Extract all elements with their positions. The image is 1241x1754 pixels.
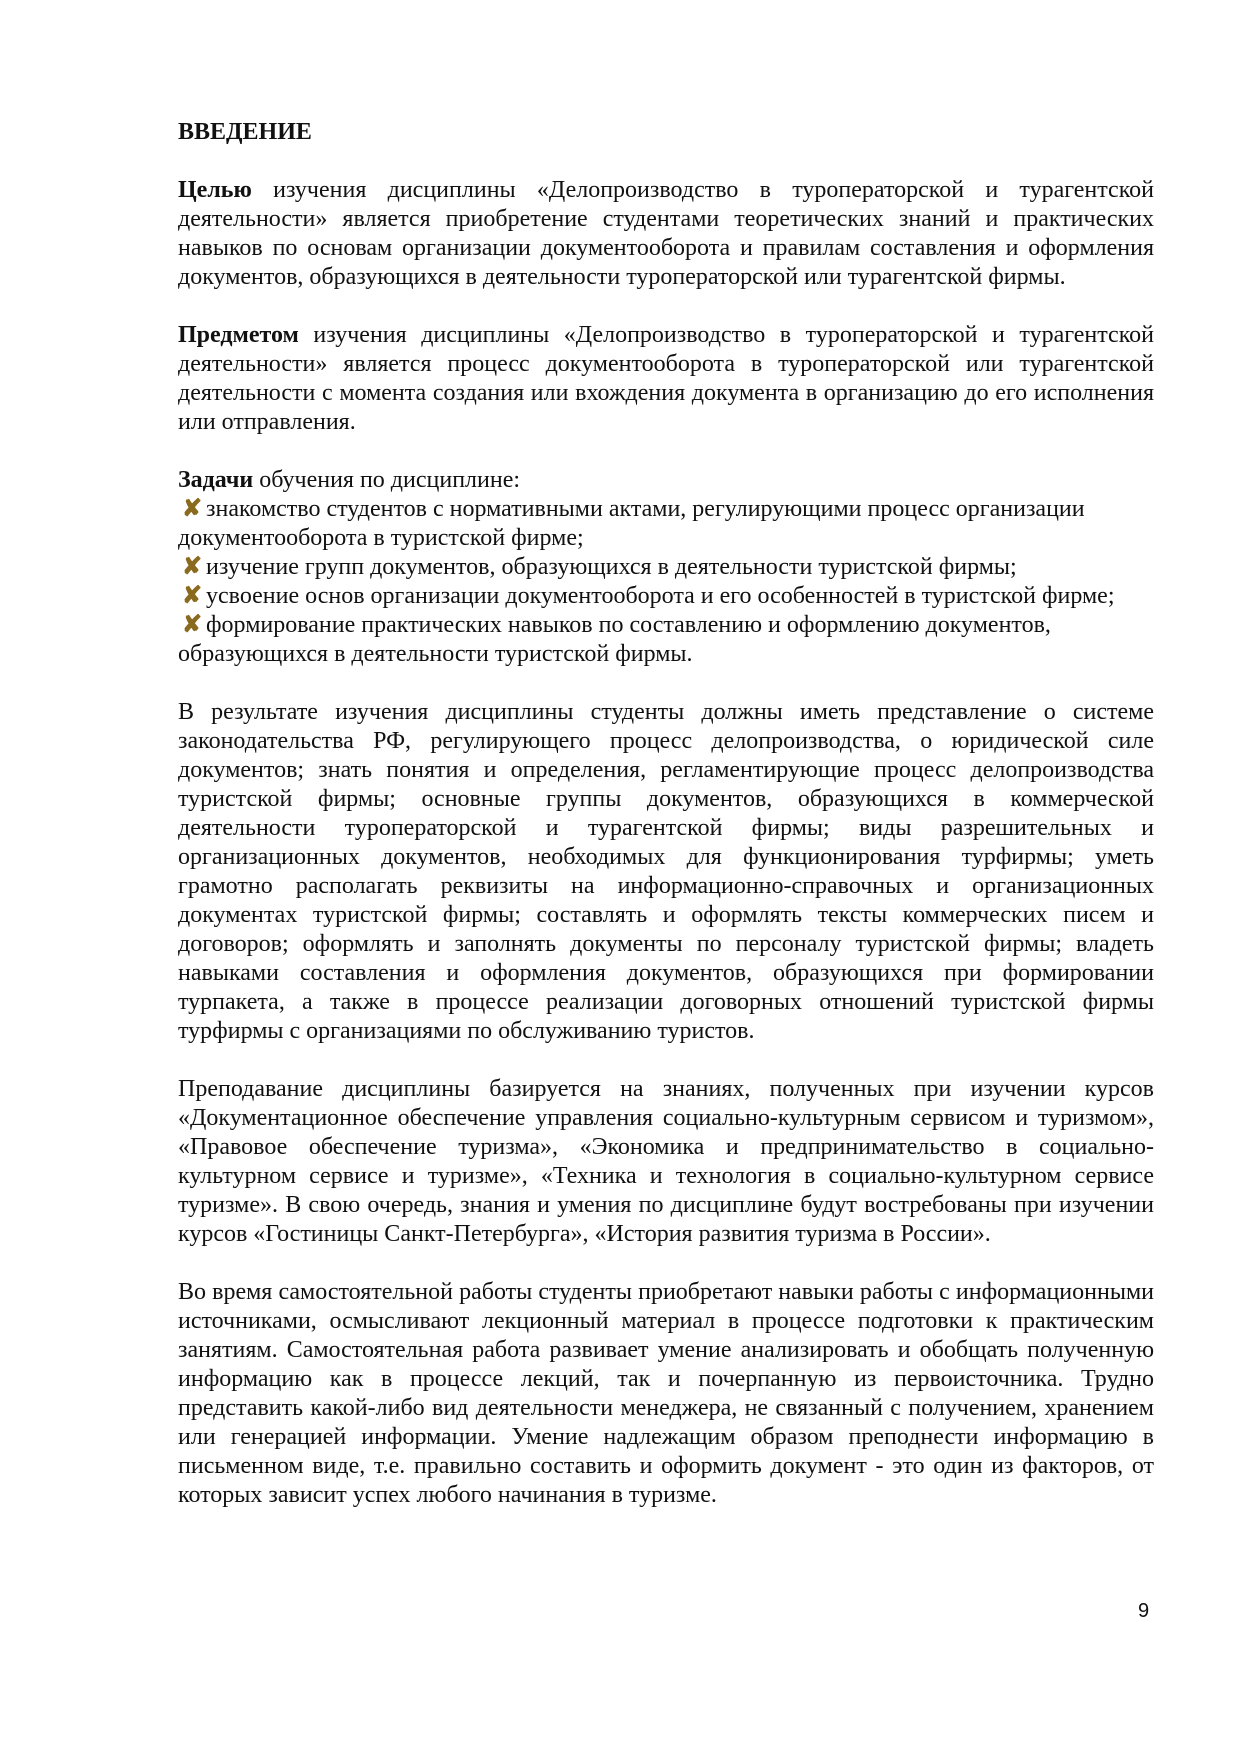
tasks-lead: Задачи xyxy=(178,467,254,493)
self-study-paragraph: Во время самостоятельной работы студенты приобретают навыки работы с информационными источниками, осмысливают лекционный материал в процессе подготовки к практическим занятиям. Самостоятельная работа развивает умение анализировать и обобщать полученную информацию как в процессе лекций, так и почерпанную из первоисточника. Трудно представить какой-либо вид деятельности менеджера, не связанный с получением, хранением или генерацией информации. Умение надлежащим образом преподнести информацию в письменном виде, т.е. правильно составить и оформить документ - это один из факторов, от которых зависит успех любого начинания в туризме. xyxy=(178,1279,1154,1508)
list-item-text: усвоение основ организации документооборота и его особенностей в туристской фирме; xyxy=(206,583,1115,609)
goal-paragraph xyxy=(178,176,1154,292)
subject-text: изучения дисциплины «Делопроизводство в туроператорской и турагентской деятельности» является процесс документооборота в туроператорской или турагентской деятельности с момента создания или вхождения документа в организацию до его исполнения или отправления. xyxy=(178,322,1154,435)
page-number: 9 xyxy=(1138,1600,1150,1622)
section-heading: ВВЕДЕНИЕ xyxy=(178,119,312,145)
prerequisites-paragraph: Преподавание дисциплины базируется на знаниях, полученных при изучении курсов «Документационное обеспечение управления социально-культурным сервисом и туризмом», «Правовое обеспечение туризма», «Экономика и предпринимательство в социально-культурном сервисе и туризме», «Техника и технология в социально-культурном сервисе туризме». В свою очередь, знания и умения по дисциплине будут востребованы при изучении курсов «Гостиницы Санкт-Петербурга», «История развития туризма в России». xyxy=(178,1076,1154,1247)
list-item-text: изучение групп документов, образующихся в деятельности туристской фирмы; xyxy=(206,554,1017,580)
subject-paragraph xyxy=(178,321,1154,437)
list-item-text: формирование практических навыков по составлению и оформлению документов, образующихся в деятельности туристской фирмы. xyxy=(178,612,1051,667)
cross-icon: ✘ xyxy=(182,612,203,638)
cross-icon: ✘ xyxy=(182,496,203,522)
tasks-intro xyxy=(178,466,1154,495)
list-item xyxy=(178,495,1154,553)
goal-text: изучения дисциплины «Делопроизводство в туроператорской и турагентской деятельности» является приобретение студентами теоретических знаний и практических навыков по основам организации документооборота и правилам составления и оформления документов, образующихся в деятельности туроператорской или турагентской фирмы. xyxy=(178,177,1154,290)
document-page xyxy=(178,118,1154,1510)
cross-icon: ✘ xyxy=(182,554,203,580)
tasks-text: обучения по дисциплине: xyxy=(253,467,521,493)
results-paragraph: В результате изучения дисциплины студенты должны иметь представление о системе законодательства РФ, регулирующего процесс делопроизводства, о юридической силе документов; знать понятия и определения, регламентирующие процесс делопроизводства туристской фирмы; основные группы документов, образующихся в коммерческой деятельности туроператорской и турагентской фирмы; виды разрешительных и организационных документов, необходимых для функционирования турфирмы; уметь грамотно располагать реквизиты на информационно-справочных и организационных документах туристской фирмы; составлять и оформлять тексты коммерческих писем и договоров; оформлять и заполнять документы по персоналу туристской фирмы; владеть навыками составления и оформления документов, образующихся при формировании турпакета, а также в процессе реализации договорных отношений туристской фирмы турфирмы с организациями по обслуживанию туристов. xyxy=(178,699,1154,1044)
list-item xyxy=(178,611,1154,669)
list-item xyxy=(178,553,1154,582)
list-item xyxy=(178,582,1154,611)
list-item-text: знакомство студентов с нормативными актами, регулирующими процесс организации документооборота в туристской фирме; xyxy=(178,496,1085,551)
cross-icon: ✘ xyxy=(182,583,203,609)
goal-lead: Целью xyxy=(178,177,252,203)
subject-lead: Предметом xyxy=(178,322,299,348)
